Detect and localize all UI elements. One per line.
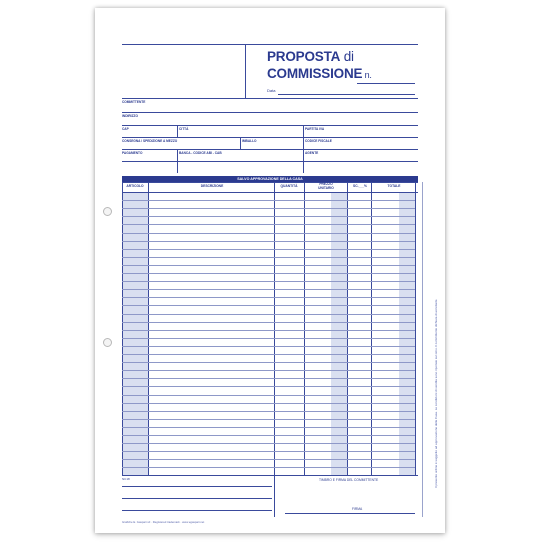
side-terms bbox=[427, 188, 437, 488]
label-consegna: CONSEGNA / SPEDIZIONE A MEZZO bbox=[122, 139, 178, 143]
row-line bbox=[122, 112, 418, 113]
table-row-line bbox=[122, 281, 415, 282]
row-line bbox=[122, 161, 418, 162]
label-agente: AGENTE bbox=[305, 151, 319, 155]
shade-totale bbox=[399, 192, 415, 475]
table-row-line bbox=[122, 435, 415, 436]
table-vline bbox=[347, 182, 348, 475]
table-row-line bbox=[122, 273, 415, 274]
shade-articolo bbox=[122, 192, 148, 475]
label-committente: COMMITTENTE bbox=[122, 100, 146, 104]
table-row-line bbox=[122, 265, 415, 266]
table-row-line bbox=[122, 257, 415, 258]
approval-banner: SALVO APPROVAZIONE DELLA CASA bbox=[122, 176, 418, 182]
col-quantita: QUANTITÀ bbox=[280, 184, 298, 188]
table-row-line bbox=[122, 289, 415, 290]
label-indirizzo: INDIRIZZO bbox=[122, 114, 138, 118]
col-totale: TOTALE bbox=[387, 184, 401, 188]
table-top-line bbox=[122, 182, 418, 183]
table-row-line bbox=[122, 241, 415, 242]
date-label: Data bbox=[267, 88, 276, 93]
table-vline bbox=[304, 182, 305, 475]
table-row-line bbox=[122, 305, 415, 306]
row-line bbox=[122, 125, 418, 126]
table-vline bbox=[274, 182, 275, 475]
footer-timbro: TIMBRO E FIRMA DEL COMMITTENTE bbox=[319, 478, 379, 482]
col-articolo: ARTICOLO bbox=[126, 184, 144, 188]
header-top-line bbox=[122, 44, 418, 45]
footer-line bbox=[122, 498, 272, 499]
form-title-line2: COMMISSIONE n. bbox=[267, 66, 372, 81]
table-row-line bbox=[122, 427, 415, 428]
label-citta: CITTÀ bbox=[179, 127, 189, 131]
table-vline bbox=[148, 182, 149, 475]
number-line bbox=[357, 83, 415, 84]
col-descrizione: DESCRIZIONE bbox=[200, 184, 224, 188]
footer-code: NC18 bbox=[122, 477, 130, 481]
col-sconto: SC.___% bbox=[353, 184, 367, 188]
table-row-line bbox=[122, 297, 415, 298]
row-line bbox=[122, 98, 418, 99]
date-line bbox=[278, 94, 415, 95]
table-row-line bbox=[122, 411, 415, 412]
table-row-line bbox=[122, 208, 415, 209]
label-codice-fiscale: CODICE FISCALE bbox=[305, 139, 332, 143]
table-row-line bbox=[122, 370, 415, 371]
footer-divider bbox=[274, 475, 275, 517]
table-row-line bbox=[122, 200, 415, 201]
footer-line bbox=[122, 486, 272, 487]
table-row-line bbox=[122, 224, 415, 225]
header-divider bbox=[245, 44, 246, 98]
table-row-line bbox=[122, 233, 415, 234]
footer-legal: Grafiche E. Gaspari srl · Registered trademark · www.egaspari.net bbox=[122, 520, 205, 524]
table-row-line bbox=[122, 346, 415, 347]
footer-line bbox=[122, 510, 272, 511]
label-partita-iva: PARTITA IVA bbox=[305, 127, 325, 131]
punch-hole-bottom bbox=[103, 338, 112, 347]
table-vline bbox=[415, 182, 416, 475]
table-row-line bbox=[122, 322, 415, 323]
label-cap: CAP bbox=[122, 127, 129, 131]
table-row-line bbox=[122, 378, 415, 379]
table-vline bbox=[371, 182, 372, 475]
side-terms-text: Il presente ordine è soggetto ad approvazione della Casa. Le condizioni di vendita sono riportate sul retro. Il committente dichiara di accettarle. bbox=[434, 298, 438, 488]
table-row-line bbox=[122, 443, 415, 444]
col-prezzo-line1: PREZZO bbox=[319, 182, 333, 186]
label-pagamento: PAGAMENTO bbox=[122, 151, 143, 155]
table-bottom-line bbox=[122, 475, 418, 476]
col-divider bbox=[177, 125, 178, 137]
table-row-line bbox=[122, 362, 415, 363]
shade-prezzo bbox=[331, 192, 347, 475]
table-row-line bbox=[122, 459, 415, 460]
table-row-line bbox=[122, 419, 415, 420]
col-prezzo-line2: UNITARIO bbox=[318, 185, 334, 190]
table-row-line bbox=[122, 330, 415, 331]
label-imballo: IMBALLO bbox=[242, 139, 257, 143]
row-line bbox=[122, 149, 418, 150]
row-line bbox=[122, 137, 418, 138]
table-row-line bbox=[122, 338, 415, 339]
signature-line bbox=[285, 513, 415, 514]
side-border bbox=[422, 182, 423, 517]
punch-hole-top bbox=[103, 207, 112, 216]
table-header-line bbox=[122, 192, 418, 193]
table-row-line bbox=[122, 354, 415, 355]
table-row-line bbox=[122, 467, 415, 468]
label-banca: BANCA - CODICE ABI - CAB bbox=[179, 151, 222, 155]
table-vline bbox=[122, 182, 123, 475]
table-row-line bbox=[122, 216, 415, 217]
form-sheet bbox=[95, 8, 445, 533]
footer-firma: FIRMA bbox=[352, 507, 363, 511]
table-row-line bbox=[122, 451, 415, 452]
col-divider bbox=[240, 137, 241, 149]
table-row-line bbox=[122, 314, 415, 315]
table-row-line bbox=[122, 386, 415, 387]
table-row-line bbox=[122, 403, 415, 404]
form-title-line1: PROPOSTA di bbox=[267, 49, 354, 64]
table-row-line bbox=[122, 249, 415, 250]
table-row-line bbox=[122, 395, 415, 396]
